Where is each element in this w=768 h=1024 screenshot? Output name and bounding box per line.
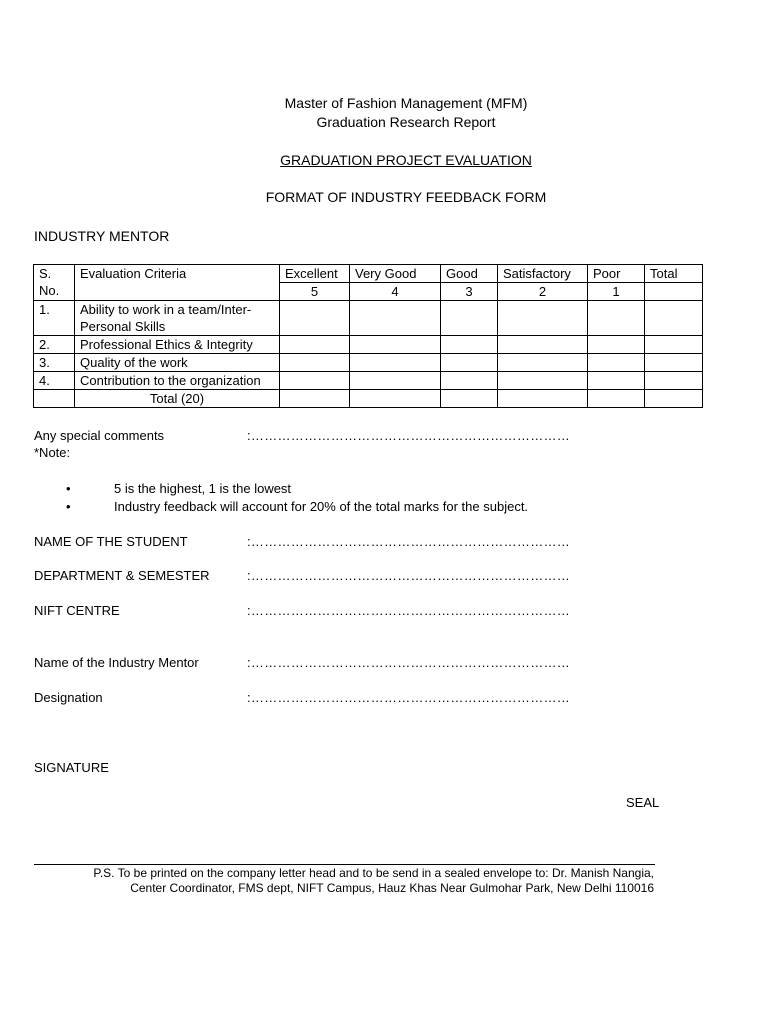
score-value: 3 <box>441 283 498 301</box>
score-value: 5 <box>280 283 350 301</box>
signature-label: SIGNATURE <box>34 760 109 775</box>
total-input-cell[interactable] <box>645 301 703 336</box>
rating-input-cell[interactable] <box>350 372 441 390</box>
criteria-cell: Quality of the work <box>75 354 280 372</box>
rating-input-cell[interactable] <box>280 336 350 354</box>
report-title: Graduation Research Report <box>316 114 496 130</box>
mentor-name-label: Name of the Industry Mentor <box>34 655 199 670</box>
department-field[interactable]: :……………………………………………………………… <box>247 568 571 583</box>
total-input-cell[interactable] <box>645 372 703 390</box>
total-input-cell[interactable] <box>645 336 703 354</box>
centre-field[interactable]: :……………………………………………………………… <box>247 603 571 618</box>
footer-divider <box>34 864 655 865</box>
student-name-field[interactable]: :……………………………………………………………… <box>247 534 571 549</box>
comments-field[interactable]: :……………………………………………………………… <box>247 428 571 443</box>
comments-label: Any special comments <box>34 428 165 443</box>
rating-input-cell[interactable] <box>350 301 441 336</box>
designation-label: Designation <box>34 690 103 705</box>
rating-input-cell[interactable] <box>498 354 588 372</box>
rating-input-cell[interactable] <box>588 372 645 390</box>
score-value: 4 <box>350 283 441 301</box>
table-row <box>34 354 703 372</box>
row-number: 2. <box>34 336 75 354</box>
rating-input-cell[interactable] <box>350 336 441 354</box>
table-row <box>34 336 703 354</box>
table-header-row <box>34 265 703 283</box>
total-header: Total <box>645 265 703 283</box>
empty-cell <box>34 390 75 408</box>
table-row <box>34 301 703 336</box>
rating-input-cell[interactable] <box>498 301 588 336</box>
rating-input-cell[interactable] <box>441 390 498 408</box>
criteria-header: Evaluation Criteria <box>75 265 280 301</box>
criteria-cell: Contribution to the organization <box>75 372 280 390</box>
list-item: • 5 is the highest, 1 is the lowest <box>66 481 292 496</box>
evaluation-table <box>33 264 703 408</box>
criteria-cell: Professional Ethics & Integrity <box>75 336 280 354</box>
list-item: • Industry feedback will account for 20% of the total marks for the subject. <box>66 499 529 514</box>
total-input-cell[interactable] <box>645 354 703 372</box>
rating-input-cell[interactable] <box>588 336 645 354</box>
row-number: 1. <box>34 301 75 336</box>
empty-cell <box>645 283 703 301</box>
rating-input-cell[interactable] <box>441 336 498 354</box>
criteria-cell: Ability to work in a team/Inter- Personal Skills <box>75 301 280 336</box>
rating-header: Satisfactory <box>498 265 588 283</box>
mentor-name-field[interactable]: :……………………………………………………………… <box>247 655 571 670</box>
footer-line-1: P.S. To be printed on the company letter head and to be send in a sealed envelope to: Dr. Manish Nangia, <box>93 866 654 880</box>
rating-header: Excellent <box>280 265 350 283</box>
notes-list <box>60 480 528 516</box>
bullet-icon: • <box>66 499 71 514</box>
table-row <box>34 372 703 390</box>
rating-header: Good <box>441 265 498 283</box>
rating-input-cell[interactable] <box>350 354 441 372</box>
rating-header: Very Good <box>350 265 441 283</box>
rating-input-cell[interactable] <box>498 390 588 408</box>
evaluation-title: GRADUATION PROJECT EVALUATION <box>280 152 532 168</box>
rating-input-cell[interactable] <box>280 301 350 336</box>
rating-input-cell[interactable] <box>441 301 498 336</box>
note-label: *Note: <box>34 445 71 460</box>
rating-input-cell[interactable] <box>441 372 498 390</box>
rating-input-cell[interactable] <box>588 354 645 372</box>
rating-header: Poor <box>588 265 645 283</box>
rating-input-cell[interactable] <box>588 301 645 336</box>
sno-header: S. No. <box>34 265 75 301</box>
row-number: 3. <box>34 354 75 372</box>
rating-input-cell[interactable] <box>350 390 441 408</box>
row-number: 4. <box>34 372 75 390</box>
score-value: 2 <box>498 283 588 301</box>
total-input-cell[interactable] <box>645 390 703 408</box>
department-label: DEPARTMENT & SEMESTER <box>34 568 210 583</box>
centre-label: NIFT CENTRE <box>34 603 120 618</box>
rating-input-cell[interactable] <box>498 336 588 354</box>
total-row-label: Total (20) <box>75 390 280 408</box>
rating-input-cell[interactable] <box>280 372 350 390</box>
student-name-label: NAME OF THE STUDENT <box>34 534 188 549</box>
section-label: INDUSTRY MENTOR <box>34 228 170 244</box>
rating-input-cell[interactable] <box>441 354 498 372</box>
rating-input-cell[interactable] <box>588 390 645 408</box>
program-title: Master of Fashion Management (MFM) <box>284 95 528 111</box>
total-row <box>34 390 703 408</box>
score-value: 1 <box>588 283 645 301</box>
rating-input-cell[interactable] <box>280 354 350 372</box>
designation-field[interactable]: :……………………………………………………………… <box>247 690 571 705</box>
form-title: FORMAT OF INDUSTRY FEEDBACK FORM <box>265 189 547 205</box>
seal-label: SEAL <box>626 795 660 810</box>
footer-line-2: Center Coordinator, FMS dept, NIFT Campus, Hauz Khas Near Gulmohar Park, New Delhi 110016 <box>130 881 654 895</box>
rating-input-cell[interactable] <box>280 390 350 408</box>
bullet-icon: • <box>66 481 71 496</box>
rating-input-cell[interactable] <box>498 372 588 390</box>
